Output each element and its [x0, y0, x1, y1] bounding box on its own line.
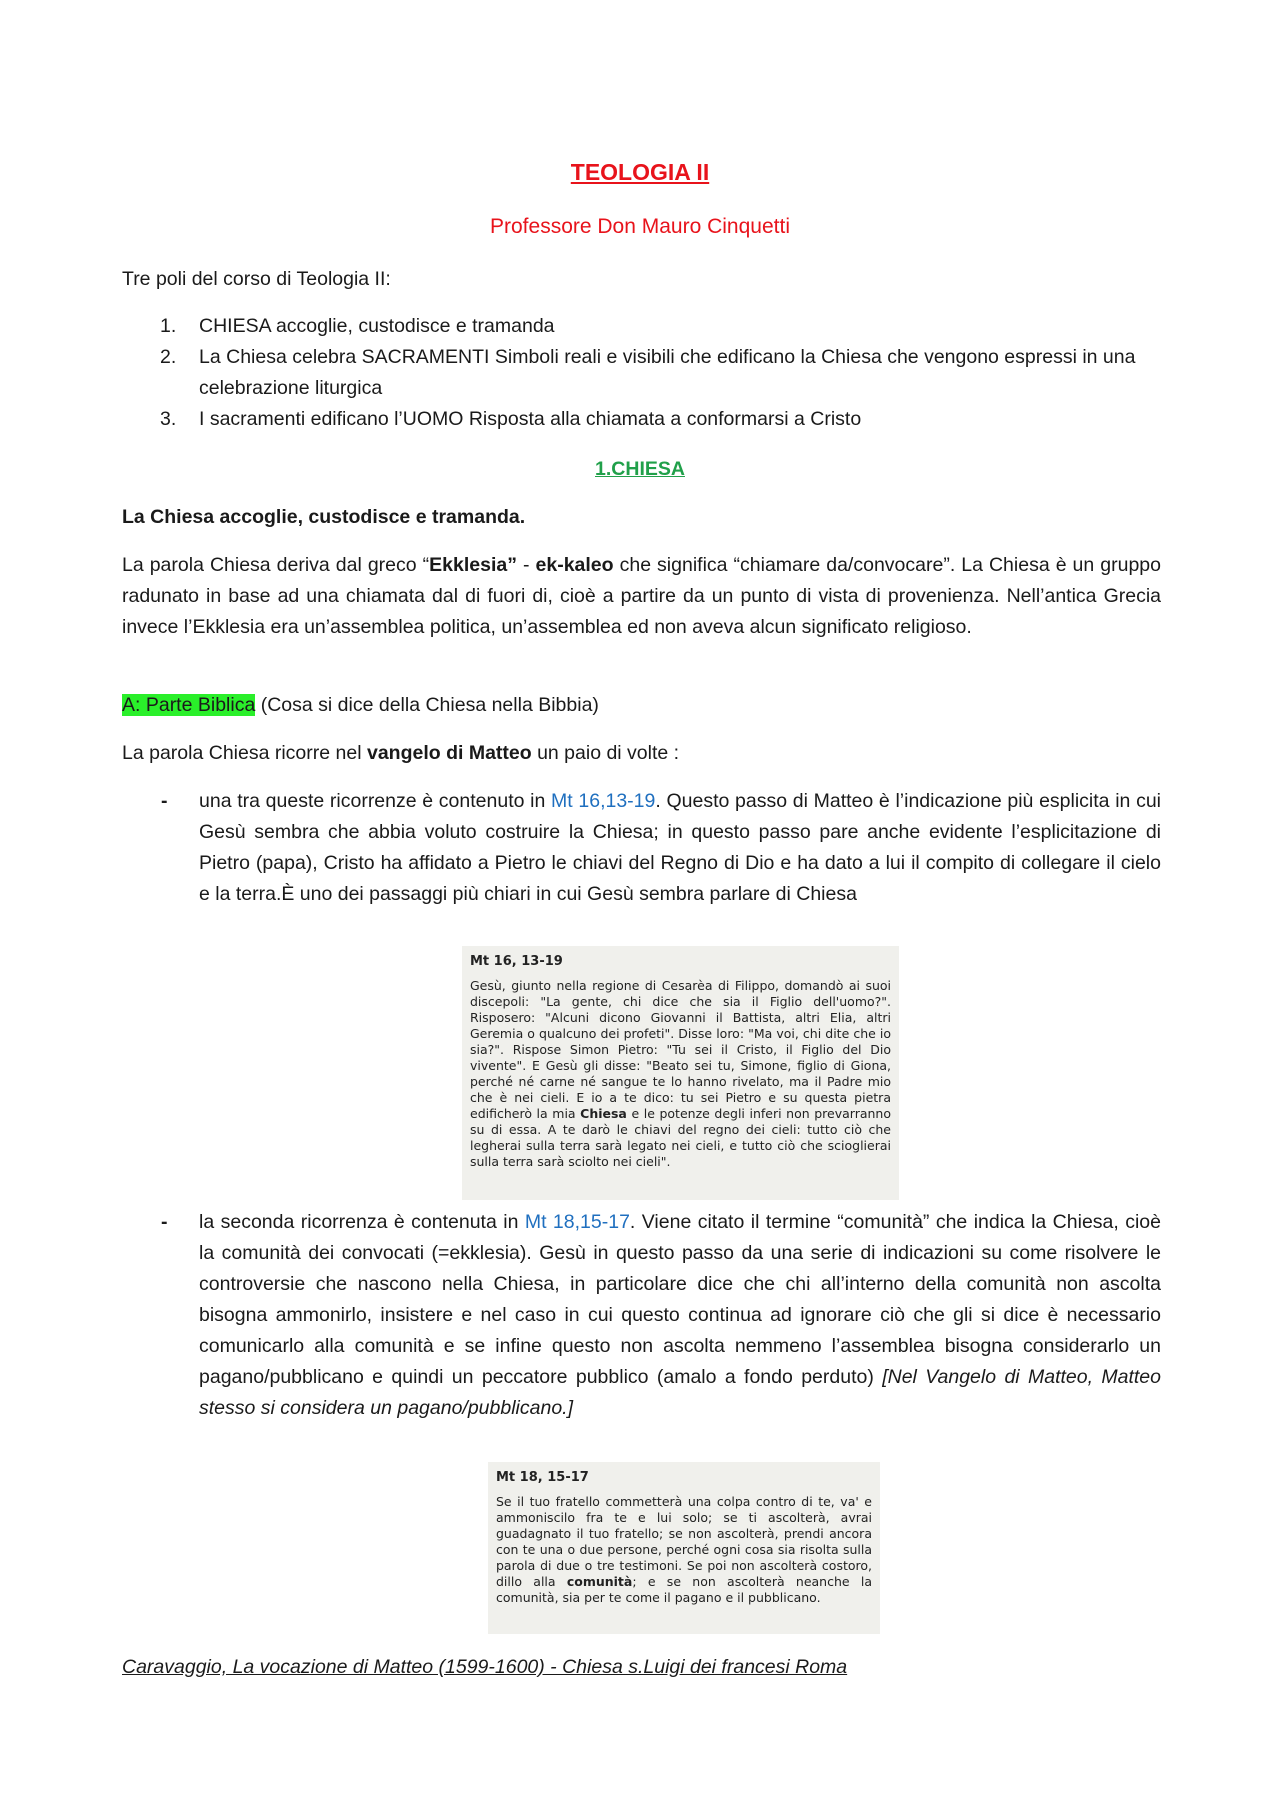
text-run: -	[516, 554, 536, 576]
list-text: I sacramenti edificano l’UOMO Risposta alla chiamata a conformarsi a Cristo	[199, 408, 862, 430]
document-subtitle: Professore Don Mauro Cinquetti	[490, 215, 790, 238]
scripture-text	[470, 978, 891, 1170]
text-run: che significa “chiamare da/convocare”. La Chiesa è un gruppo radunato in base ad una chiamata dal di fuori di, cioè a partire da un punto di vista di provenienza. Nell’antica Grecia invece l’Ekklesia era un’assemblea politica, un’assemblea ed non aveva alcun significato religioso.	[122, 554, 1161, 638]
bullet-item	[122, 786, 1161, 941]
bullet-dash: -	[161, 790, 168, 812]
italic-note: [Nel Vangelo di Matteo, Matteo stesso si considera un pagano/pubblicano.]	[199, 1366, 1161, 1419]
scripture-keyword: comunità	[566, 1574, 633, 1589]
list-number: 2.	[160, 346, 177, 368]
section-subheading: La Chiesa accoglie, custodisce e tramanda.	[122, 506, 526, 528]
list-text: CHIESA accoglie, custodisce e tramanda	[199, 315, 555, 337]
scripture-reference-link[interactable]: Mt 18,15-17	[524, 1211, 630, 1233]
scripture-text	[496, 1494, 872, 1606]
scripture-keyword: Chiesa	[580, 1106, 627, 1121]
highlighted-label: A: Parte Biblica	[122, 694, 256, 716]
text-run: ; e se non ascolterà neanche la comunità, sia per te come il pagano e il pubblicano.	[496, 1574, 872, 1605]
list-number: 3.	[160, 408, 177, 430]
text-run: Se il tuo fratello commetterà una colpa contro di te, va' e ammoniscilo fra te e lui solo; se ti ascolterà, avrai guadagnato il tuo fratello; se non ascolterà, prendi ancora con te una o due persone, perché ogni cosa sia risolta sulla parola di due o tre testimoni. Se poi non ascolterà costoro, dillo alla	[496, 1494, 872, 1589]
list-number: 1.	[160, 315, 177, 337]
term-vangelo-matteo: vangelo di Matteo	[366, 742, 532, 764]
part-a-heading	[122, 690, 1161, 721]
scripture-image-mt16	[462, 946, 899, 1200]
text-run: (Cosa si dice della Chiesa nella Bibbia)	[255, 694, 599, 716]
scripture-ref: Mt 16, 13-19	[470, 954, 563, 969]
caravaggio-caption: Caravaggio, La vocazione di Matteo (1599-1600) - Chiesa s.Luigi dei francesi Roma	[122, 1656, 848, 1678]
term-ek-kaleo: ek-kaleo	[535, 554, 614, 576]
list-text: La Chiesa celebra SACRAMENTI Simboli reali e visibili che edificano la Chiesa che vengono espressi in una celebrazione liturgica	[199, 346, 1136, 399]
text-run: . Questo passo di Matteo è l’indicazione più esplicita in cui Gesù sembra che abbia voluto costruire la Chiesa; in questo passo pare anche evidente l’esplicitazione di Pietro (papa), Cristo ha affidato a Pietro le chiavi del Regno di Dio e ha dato a lui il compito di collegare il cielo e la terra.È uno dei passaggi più chiari in cui Gesù sembra parlare di Chiesa	[199, 790, 1162, 905]
section-heading: 1.CHIESA	[595, 458, 685, 480]
document-title: TEOLOGIA II	[570, 159, 710, 185]
term-ekklesia: Ekklesia”	[429, 554, 517, 576]
text-run: Gesù, giunto nella regione di Cesarèa di Filippo, domandò ai suoi discepoli: "La gente, chi dice che sia il Figlio dell'uomo?". Risposero: "Alcuni dicono Giovanni il Battista, altri Elia, altri Geremia o qualcuno dei profeti". Disse loro: "Ma voi, chi dite che io sia?". Rispose Simon Pietro: "Tu sei il Cristo, il Figlio del Dio vivente". E Gesù gli disse: "Beato sei tu, Simone, figlio di Giona, perché né carne né sangue te lo hanno rivelato, ma il Padre mio che è nei cieli. E io a te dico: tu sei Pietro e su questa pietra edificherò la mia	[470, 978, 891, 1121]
bullet-dash: -	[161, 1211, 168, 1233]
text-run: La parola Chiesa ricorre nel	[122, 742, 367, 764]
etymology-paragraph	[122, 550, 1161, 643]
list-item	[122, 404, 1161, 435]
bullet-text	[199, 786, 1161, 910]
list-item	[122, 342, 1161, 404]
text-run: La parola Chiesa deriva dal greco “	[122, 554, 430, 576]
text-run: una tra queste ricorrenze è contenuto in	[199, 790, 552, 812]
scripture-ref: Mt 18, 15-17	[496, 1470, 589, 1485]
scripture-image-mt18	[488, 1462, 880, 1634]
text-run: . Viene citato il termine “comunità” che indica la Chiesa, cioè la comunità dei convocati (=ekklesia). Gesù in questo passo da una serie di indicazioni su come risolvere le controversie che nascono nella Chiesa, in particolare dice che chi all’interno della comunità non ascolta bisogna ammonirlo, insistere e nel caso in cui questo continua ad ignorare ciò che gli si dice è necessario comunicarlo alla comunità e se infine questo non ascolta nemmeno l’assemblea bisogna considerarlo un pagano/pubblicano e quindi un peccatore pubblico (amalo a fondo perduto)	[199, 1211, 1162, 1388]
bullet-text	[199, 1207, 1161, 1424]
bullet-item	[122, 1207, 1161, 1455]
scripture-reference-link[interactable]: Mt 16,13-19	[551, 790, 656, 812]
text-run: un paio di volte :	[531, 742, 680, 764]
matteo-intro	[122, 738, 1161, 769]
list-item	[122, 311, 1161, 342]
text-run: e le potenze degli inferi non prevarranno su di essa. A te darò le chiavi del regno dei cieli: tutto ciò che legherai sulla terra sarà legato nei cieli, e tutto ciò che scioglierai sulla terra sarà sciolto nei cieli".	[470, 1106, 891, 1169]
text-run: la seconda ricorrenza è contenuta in	[199, 1211, 525, 1233]
intro-paragraph: Tre poli del corso di Teologia II:	[122, 268, 391, 290]
